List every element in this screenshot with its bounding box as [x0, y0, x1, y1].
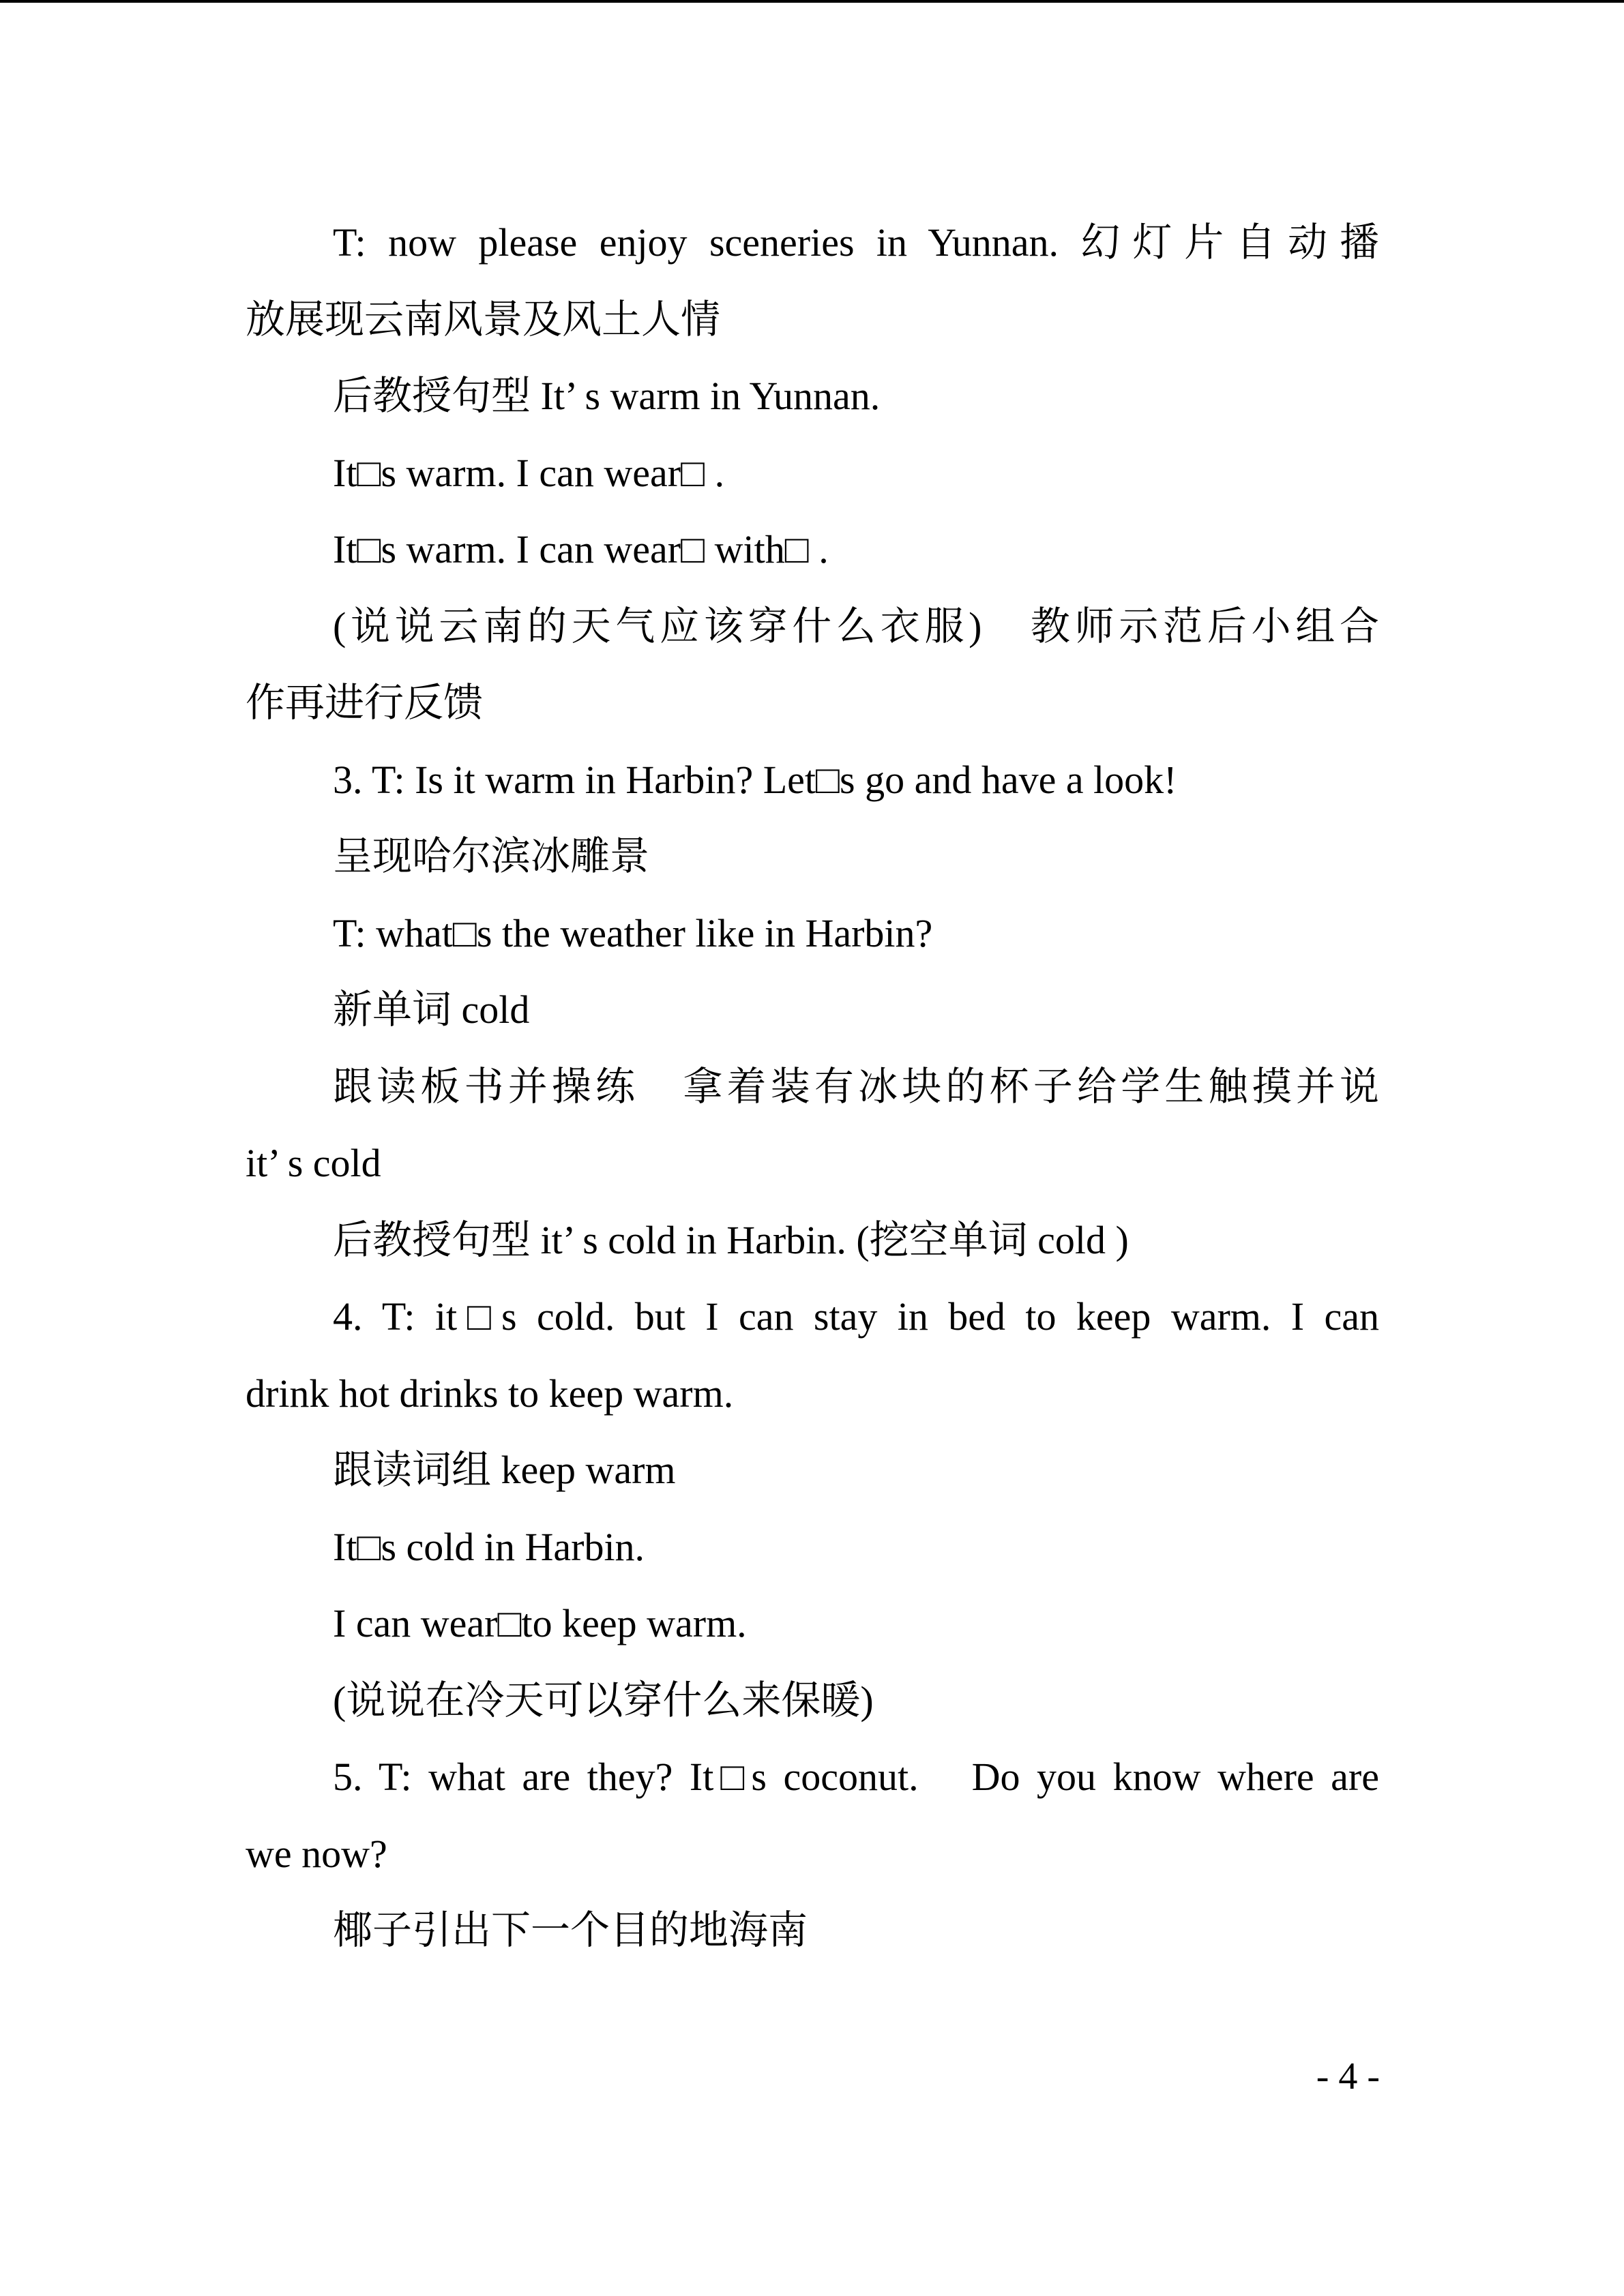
text-line-10: T: what□s the weather like in Harbin?	[333, 910, 933, 955]
text-line-9: 呈现哈尔滨冰雕景	[333, 834, 650, 878]
text-line-19: I can wear□to keep warm.	[333, 1601, 747, 1645]
text-line-14: 后教授句型 it’ s cold in Harbin. (挖空单词 cold )	[333, 1217, 1129, 1262]
text-line-4: It□s warm. I can wear□ .	[333, 450, 725, 495]
text-line-11: 新单词 cold	[333, 987, 530, 1032]
text-line-16: drink hot drinks to keep warm.	[246, 1371, 734, 1416]
text-line-3: 后教授句型 It’ s warm in Yunnan.	[333, 374, 881, 418]
text-line-22: we now?	[246, 1831, 387, 1876]
top-border-line	[0, 0, 1624, 3]
text-line-20: (说说在冷天可以穿什么来保暖)	[333, 1678, 874, 1723]
document-body	[246, 205, 1379, 1969]
text-line-15: 4. T: it□s cold. but I can stay in bed to keep warm. I can	[333, 1294, 1379, 1339]
text-line-2: 放展现云南风景及风土人情	[246, 297, 721, 342]
text-line-18: It□s cold in Harbin.	[333, 1524, 645, 1569]
page-number: - 4 -	[1316, 2055, 1380, 2098]
text-line-12: 跟读板书并操练 拿着装有冰块的杯子给学生触摸并说	[333, 1064, 1379, 1109]
text-line-23: 椰子引出下一个目的地海南	[333, 1908, 808, 1952]
text-line-17: 跟读词组 keep warm	[333, 1448, 676, 1492]
text-line-21: 5. T: what are they? It□s coconut. Do you know where are	[333, 1755, 1379, 1799]
text-line-1: T: now please enjoy sceneries in Yunnan. 幻灯片自动播	[333, 220, 1379, 265]
text-line-8: 3. T: Is it warm in Harbin? Let□s go and have a look!	[333, 757, 1177, 802]
text-line-6: (说说云南的天气应该穿什么衣服) 教师示范后小组合	[333, 603, 1379, 648]
text-line-7: 作再进行反馈	[246, 681, 484, 725]
text-line-13: it’ s cold	[246, 1141, 381, 1185]
text-line-5: It□s warm. I can wear□ with□ .	[333, 527, 829, 571]
